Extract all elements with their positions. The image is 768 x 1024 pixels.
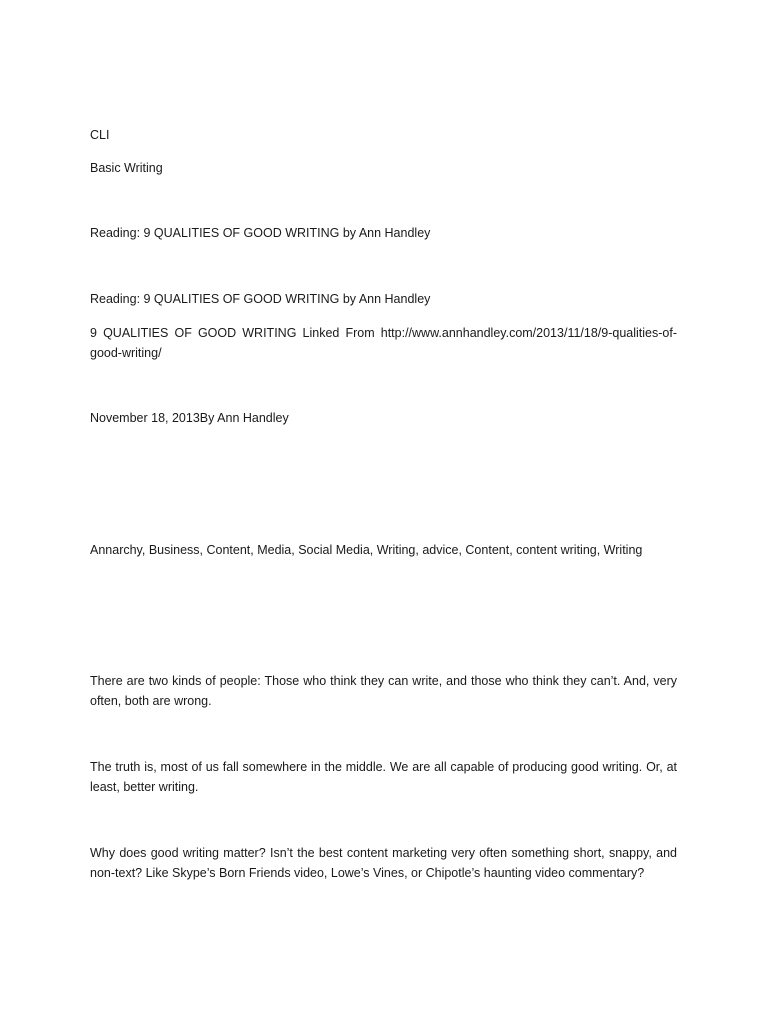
reading-heading-repeat: Reading: 9 QUALITIES OF GOOD WRITING by Ann Handley xyxy=(90,292,431,306)
reading-heading: Reading: 9 QUALITIES OF GOOD WRITING by Ann Handley xyxy=(90,226,431,240)
subject-label: Basic Writing xyxy=(90,161,163,175)
body-paragraph: There are two kinds of people: Those who think they can write, and those who think they can’t. And, very often, both are wrong. xyxy=(90,674,677,708)
body-paragraph: Why does good writing matter? Isn’t the best content marketing very often something short, snappy, and non-text? Like Skype’s Born Friends video, Lowe’s Vines, or Chipotle’s haunting video commentary? xyxy=(90,846,677,880)
source-line: 9 QUALITIES OF GOOD WRITING Linked From http://www.annhandley.com/2013/11/18/9-qualities-of-good-writing/ xyxy=(90,326,677,360)
body-paragraph: The truth is, most of us fall somewhere in the middle. We are all capable of producing good writing. Or, at least, better writing. xyxy=(90,760,677,794)
date-author-line: November 18, 2013By Ann Handley xyxy=(90,411,289,425)
tags-line: Annarchy, Business, Content, Media, Social Media, Writing, advice, Content, content writing, Writing xyxy=(90,543,643,557)
course-label: CLI xyxy=(90,128,110,142)
